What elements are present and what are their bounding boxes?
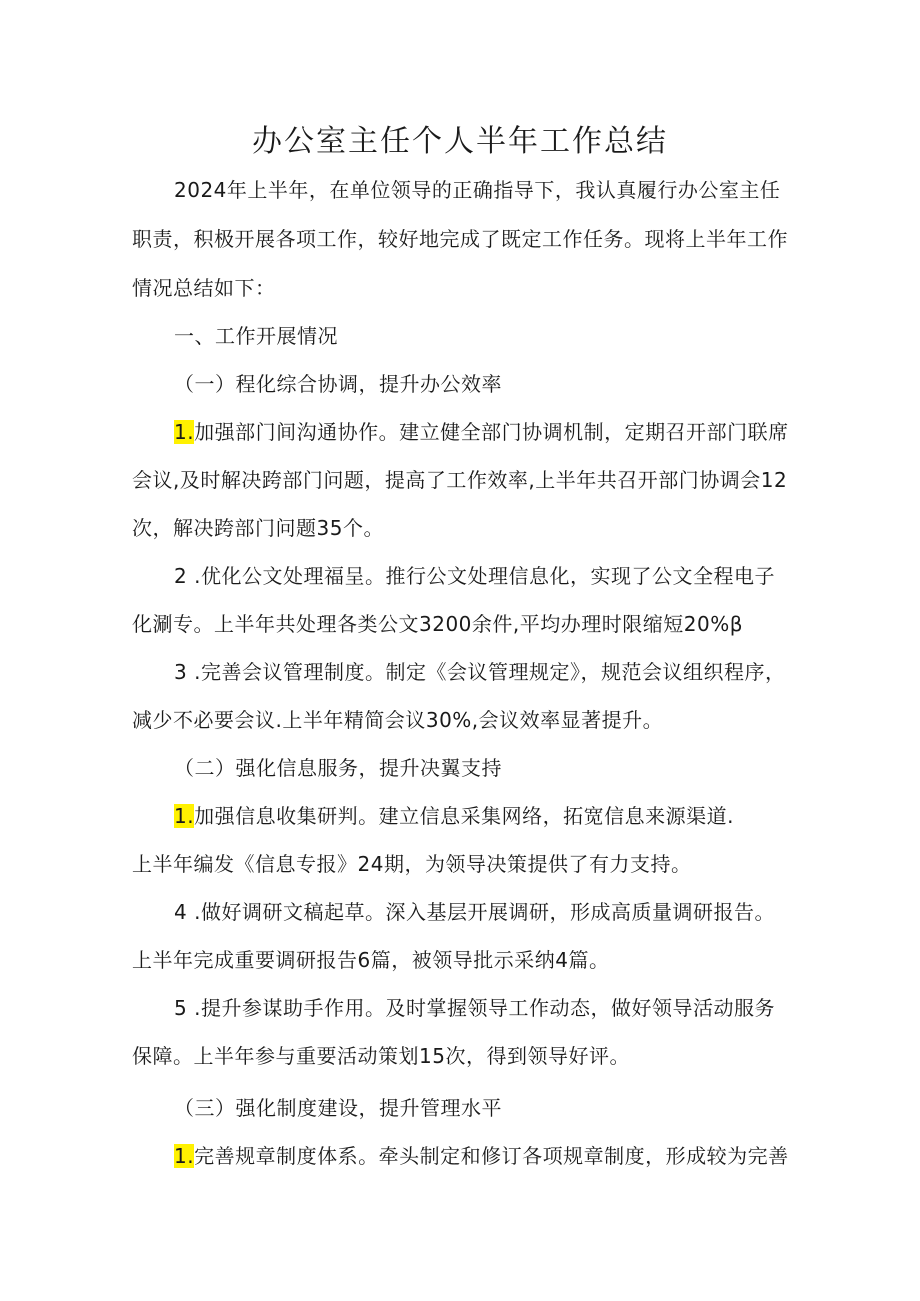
section-heading-1: 一、工作开展情况 (174, 324, 338, 348)
item-text: 加强信息收集研判。建立信息采集网络，拓宽信息来源渠道. (194, 804, 734, 828)
s1-item3-line-1: 3 .完善会议管理制度。制定《会议管理规定》，规范会议组织程序， (174, 660, 786, 684)
item-number-highlight: 1. (174, 1144, 195, 1168)
s1-item1-line-1 (174, 418, 789, 446)
document-title: 办公室主任个人半年工作总结 (252, 124, 668, 159)
intro-line-2: 职责，积极开展各项工作，较好地完成了既定工作任务。现将上半年工作 (132, 227, 788, 251)
subsection-heading-3: （三）强化制度建设，提升管理水平 (174, 1096, 502, 1120)
s1-item3-line-2: 减少不必要会议.上半年精简会议30%,会议效率显著提升。 (132, 708, 664, 732)
s2-item5-line-2: 保障。上半年参与重要活动策划15次，得到领导好评。 (132, 1044, 630, 1068)
s1-item2-line-1: 2 .优化公文处理福呈。推行公文处理信息化，实现了公文全程电子 (174, 564, 775, 588)
item-number-highlight: 1. (174, 804, 195, 828)
s3-item1-line-1 (174, 1142, 789, 1170)
s2-item1-line-2: 上半年编发《信息专报》24期，为领导决策提供了有力支持。 (132, 852, 692, 876)
s1-item2-line-2: 化涮专。上半年共处理各类公文3200余件,平均办理时限缩短20%β (132, 612, 743, 636)
subsection-heading-2: （二）强化信息服务，提升决翼支持 (174, 756, 502, 780)
s1-item1-line-2: 会议,及时解决跨部门问题，提高了工作效率,上半年共召开部门协调会12 (132, 468, 788, 492)
s1-item1-line-3: 次，解决跨部门问题35个。 (132, 516, 384, 540)
s2-item1-line-1 (174, 802, 734, 830)
s2-item4-line-1: 4 .做好调研文稿起草。深入基层开展调研，形成高质量调研报告。 (174, 900, 775, 924)
item-text: 加强部门间沟通协作。建立健全部门协调机制，定期召开部门联席 (194, 420, 789, 444)
item-number-highlight: 1. (174, 420, 195, 444)
intro-line-1: 2024年上半年，在单位领导的正确指导下，我认真履行办公室主任 (174, 178, 781, 202)
intro-line-3: 情况总结如下： (132, 276, 276, 300)
subsection-heading-1: （一）程化综合协调，提升办公效率 (174, 372, 502, 396)
item-text: 完善规章制度体系。牵头制定和修订各项规章制度，形成较为完善 (194, 1144, 789, 1168)
s2-item5-line-1: 5 .提升参谋助手作用。及时掌握领导工作动态，做好领导活动服务 (174, 996, 775, 1020)
s2-item4-line-2: 上半年完成重要调研报告6篇，被领导批示采纳4篇。 (132, 948, 610, 972)
